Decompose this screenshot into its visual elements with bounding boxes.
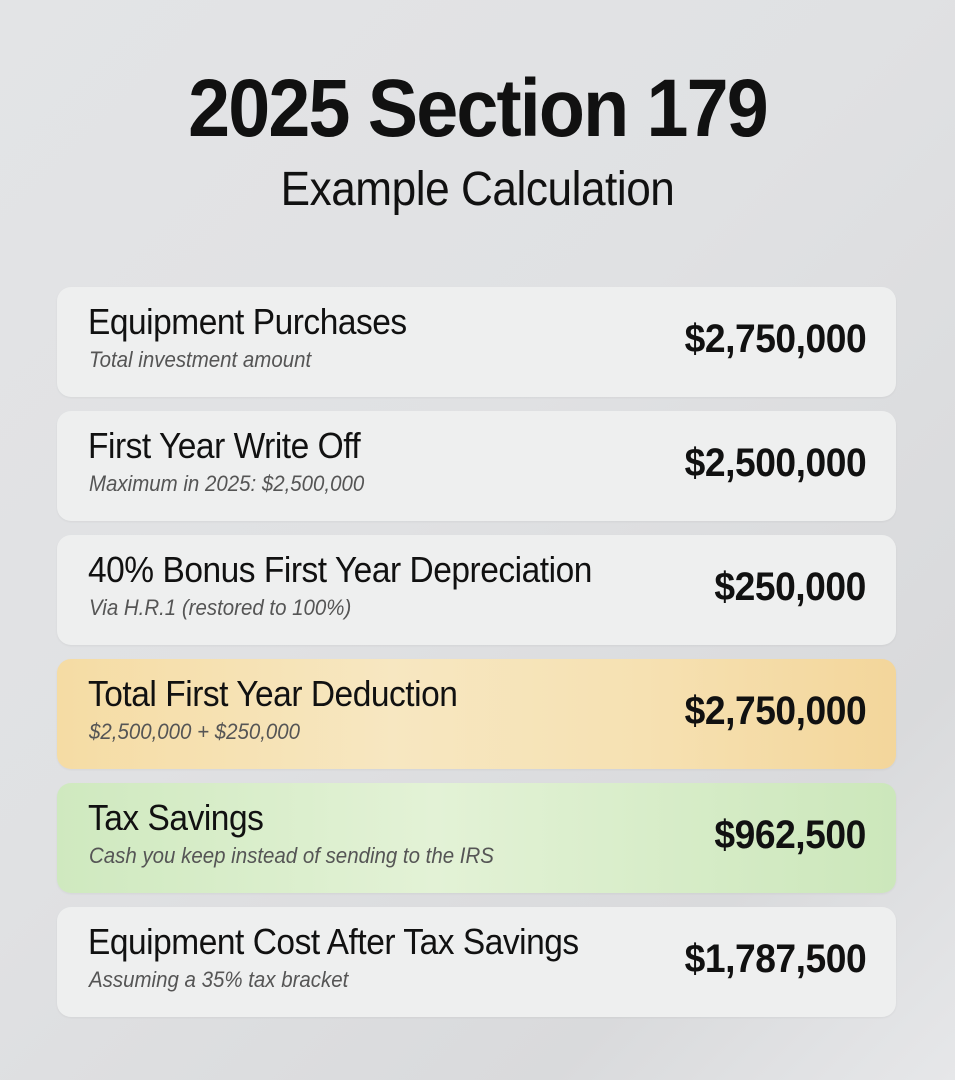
row-description: Cash you keep instead of sending to the IRS	[89, 843, 494, 868]
row-amount: $1,787,500	[684, 937, 866, 981]
row-description: Total investment amount	[89, 347, 312, 372]
row-amount: $2,750,000	[684, 317, 866, 361]
row-bonus-depreciation	[57, 535, 896, 645]
row-label: Equipment Purchases	[88, 301, 407, 342]
row-equipment-cost-after-savings	[57, 907, 896, 1017]
row-amount: $250,000	[714, 565, 866, 609]
row-description: $2,500,000 + $250,000	[89, 719, 301, 744]
calculation-list	[57, 287, 896, 1031]
row-label: First Year Write Off	[88, 425, 361, 466]
row-amount: $2,500,000	[684, 441, 866, 485]
row-amount: $962,500	[714, 813, 866, 857]
row-label: Equipment Cost After Tax Savings	[88, 921, 579, 962]
row-description: Via H.R.1 (restored to 100%)	[89, 595, 352, 620]
page-subtitle: Example Calculation	[280, 163, 675, 216]
page-title: 2025 Section 179	[188, 63, 767, 154]
row-description: Assuming a 35% tax bracket	[89, 967, 349, 992]
row-tax-savings	[57, 783, 896, 893]
row-description: Maximum in 2025: $2,500,000	[89, 471, 365, 496]
row-equipment-purchases	[57, 287, 896, 397]
row-amount: $2,750,000	[684, 689, 866, 733]
row-label: Total First Year Deduction	[88, 673, 458, 714]
row-total-first-year-deduction	[57, 659, 896, 769]
row-first-year-write-off	[57, 411, 896, 521]
row-label: 40% Bonus First Year Depreciation	[88, 549, 592, 590]
row-label: Tax Savings	[88, 797, 264, 838]
